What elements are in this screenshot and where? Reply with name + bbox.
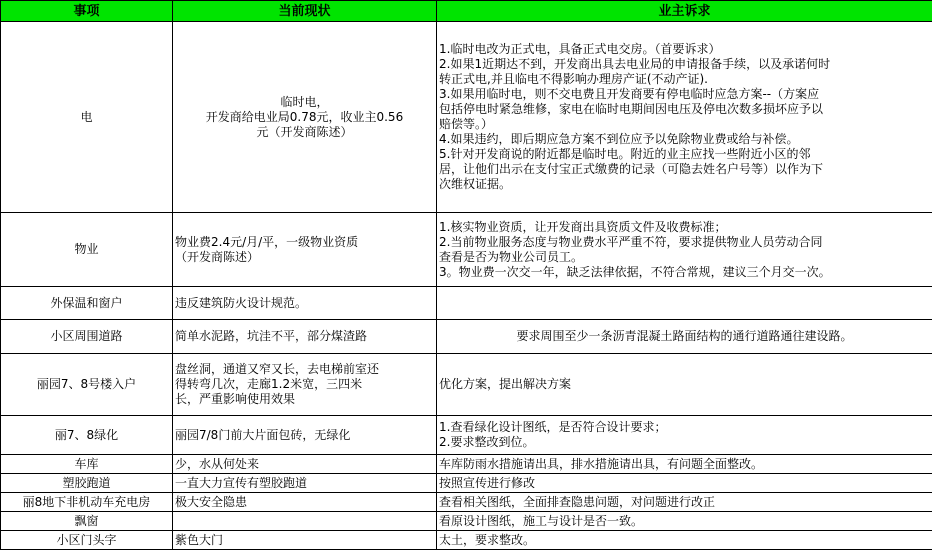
status-cell: 极大安全隐患 bbox=[173, 493, 437, 512]
table-row bbox=[1, 455, 932, 474]
status-cell bbox=[173, 213, 437, 287]
demand-line: 2.当前物业服务态度与物业费水平严重不符，要求提供物业人员劳动合同 bbox=[439, 234, 823, 249]
demand-line: 1.查看绿化设计图纸，是否符合设计要求； bbox=[439, 420, 667, 434]
table-row bbox=[1, 531, 932, 550]
status-cell: 一直大力宣传有塑胶跑道 bbox=[173, 474, 437, 493]
status-cell bbox=[173, 512, 437, 531]
demand-line: 1.临时电改为正式电，具备正式电交房。（首要诉求） bbox=[439, 42, 721, 56]
status-cell: 简单水泥路，坑洼不平，部分煤渣路 bbox=[173, 320, 437, 354]
demand-line: 2.如果1近期达不到，开发商出具去电业局的申请报备手续，以及承诺何时 bbox=[439, 57, 831, 71]
table-row bbox=[1, 320, 932, 354]
table-row bbox=[1, 287, 932, 320]
header-demand: 业主诉求 bbox=[437, 1, 932, 22]
table-row bbox=[1, 354, 932, 416]
demand-cell: 车库防雨水措施请出具，排水措施请出具，有问题全面整改。 bbox=[437, 455, 932, 474]
demand-line: 转正式电,并且临电不得影响办理房产证(不动产证). bbox=[439, 72, 708, 86]
demand-line: 包括停电时紧急维修，家电在临时电期间因电压及停电次数多损坏应予以 bbox=[439, 102, 824, 116]
demand-line: 3。物业费一次交一年，缺乏法律依据，不符合常规，建议三个月交一次。 bbox=[439, 264, 831, 279]
status-line: 得转弯几次，走廊1.2米宽，三四米 bbox=[175, 377, 363, 391]
item-cell: 丽园7、8号楼入户 bbox=[1, 354, 173, 416]
item-cell: 丽8地下非机动车充电房 bbox=[1, 493, 173, 512]
status-cell: 少，水从何处来 bbox=[173, 455, 437, 474]
status-cell: 违反建筑防火设计规范。 bbox=[173, 287, 437, 320]
demand-cell: 要求周围至少一条沥青混凝土路面结构的通行道路通往建设路。 bbox=[437, 320, 932, 354]
status-line: 开发商给电业局0.78元，收业主0.56 bbox=[205, 109, 404, 124]
demand-cell bbox=[437, 287, 932, 320]
demand-line: 2.要求整改到位。 bbox=[439, 435, 535, 449]
item-cell: 电 bbox=[1, 22, 173, 213]
demand-cell: 优化方案，提出解决方案 bbox=[437, 354, 932, 416]
table-row bbox=[1, 22, 932, 213]
demand-line: 查看是否为物业公司员工。 bbox=[439, 249, 584, 264]
demand-cell: 按照宣传进行修改 bbox=[437, 474, 932, 493]
table-row bbox=[1, 493, 932, 512]
demand-line: 居，让他们出示在支付宝正式缴费的记录（可隐去姓名户号等）以作为下 bbox=[439, 162, 824, 176]
demand-line: 次维权证据。 bbox=[439, 177, 512, 191]
demand-cell bbox=[437, 22, 932, 213]
demand-line: 4.如果违约，即后期应急方案不到位应予以免除物业费或给与补偿。 bbox=[439, 132, 799, 146]
status-cell bbox=[173, 22, 437, 213]
header-status: 当前现状 bbox=[173, 1, 437, 22]
header-row bbox=[1, 1, 932, 22]
demand-cell bbox=[437, 213, 932, 287]
item-cell: 塑胶跑道 bbox=[1, 474, 173, 493]
demand-line: 5.针对开发商说的附近都是临时电。附近的业主应找一些附近小区的邻 bbox=[439, 147, 811, 161]
item-cell: 丽7、8绿化 bbox=[1, 416, 173, 455]
demand-line: 1.核实物业资质，让开发商出具资质文件及收费标准； bbox=[439, 219, 727, 234]
demand-cell bbox=[437, 416, 932, 455]
item-cell: 飘窗 bbox=[1, 512, 173, 531]
status-cell: 紫色大门 bbox=[173, 531, 437, 550]
status-line: 元（开发商陈述） bbox=[256, 124, 353, 139]
header-item: 事项 bbox=[1, 1, 173, 22]
table-row bbox=[1, 416, 932, 455]
demand-cell: 看原设计图纸，施工与设计是否一致。 bbox=[437, 512, 932, 531]
demand-cell: 太土，要求整改。 bbox=[437, 531, 932, 550]
demand-line: 赔偿等。） bbox=[439, 117, 494, 131]
status-line: 物业费2.4元/月/平，一级物业资质 bbox=[175, 234, 359, 249]
item-cell: 小区门头字 bbox=[1, 531, 173, 550]
demand-cell: 查看相关图纸，全面排查隐患问题，对问题进行改正 bbox=[437, 493, 932, 512]
status-line: 盘丝洞，通道又窄又长，去电梯前室还 bbox=[175, 362, 380, 376]
status-line: 临时电， bbox=[280, 94, 329, 109]
table-row bbox=[1, 213, 932, 287]
status-line: （开发商陈述） bbox=[175, 249, 260, 264]
item-cell: 物业 bbox=[1, 213, 173, 287]
item-cell: 外保温和窗户 bbox=[1, 287, 173, 320]
item-cell: 小区周围道路 bbox=[1, 320, 173, 354]
table-row bbox=[1, 474, 932, 493]
item-cell: 车库 bbox=[1, 455, 173, 474]
demand-line: 3.如果用临时电，则不交电费且开发商要有停电临时应急方案--（方案应 bbox=[439, 87, 820, 101]
status-cell: 丽园7/8门前大片面包砖，无绿化 bbox=[173, 416, 437, 455]
table-row bbox=[1, 512, 932, 531]
status-line: 长，严重影响使用效果 bbox=[175, 392, 296, 406]
status-cell bbox=[173, 354, 437, 416]
